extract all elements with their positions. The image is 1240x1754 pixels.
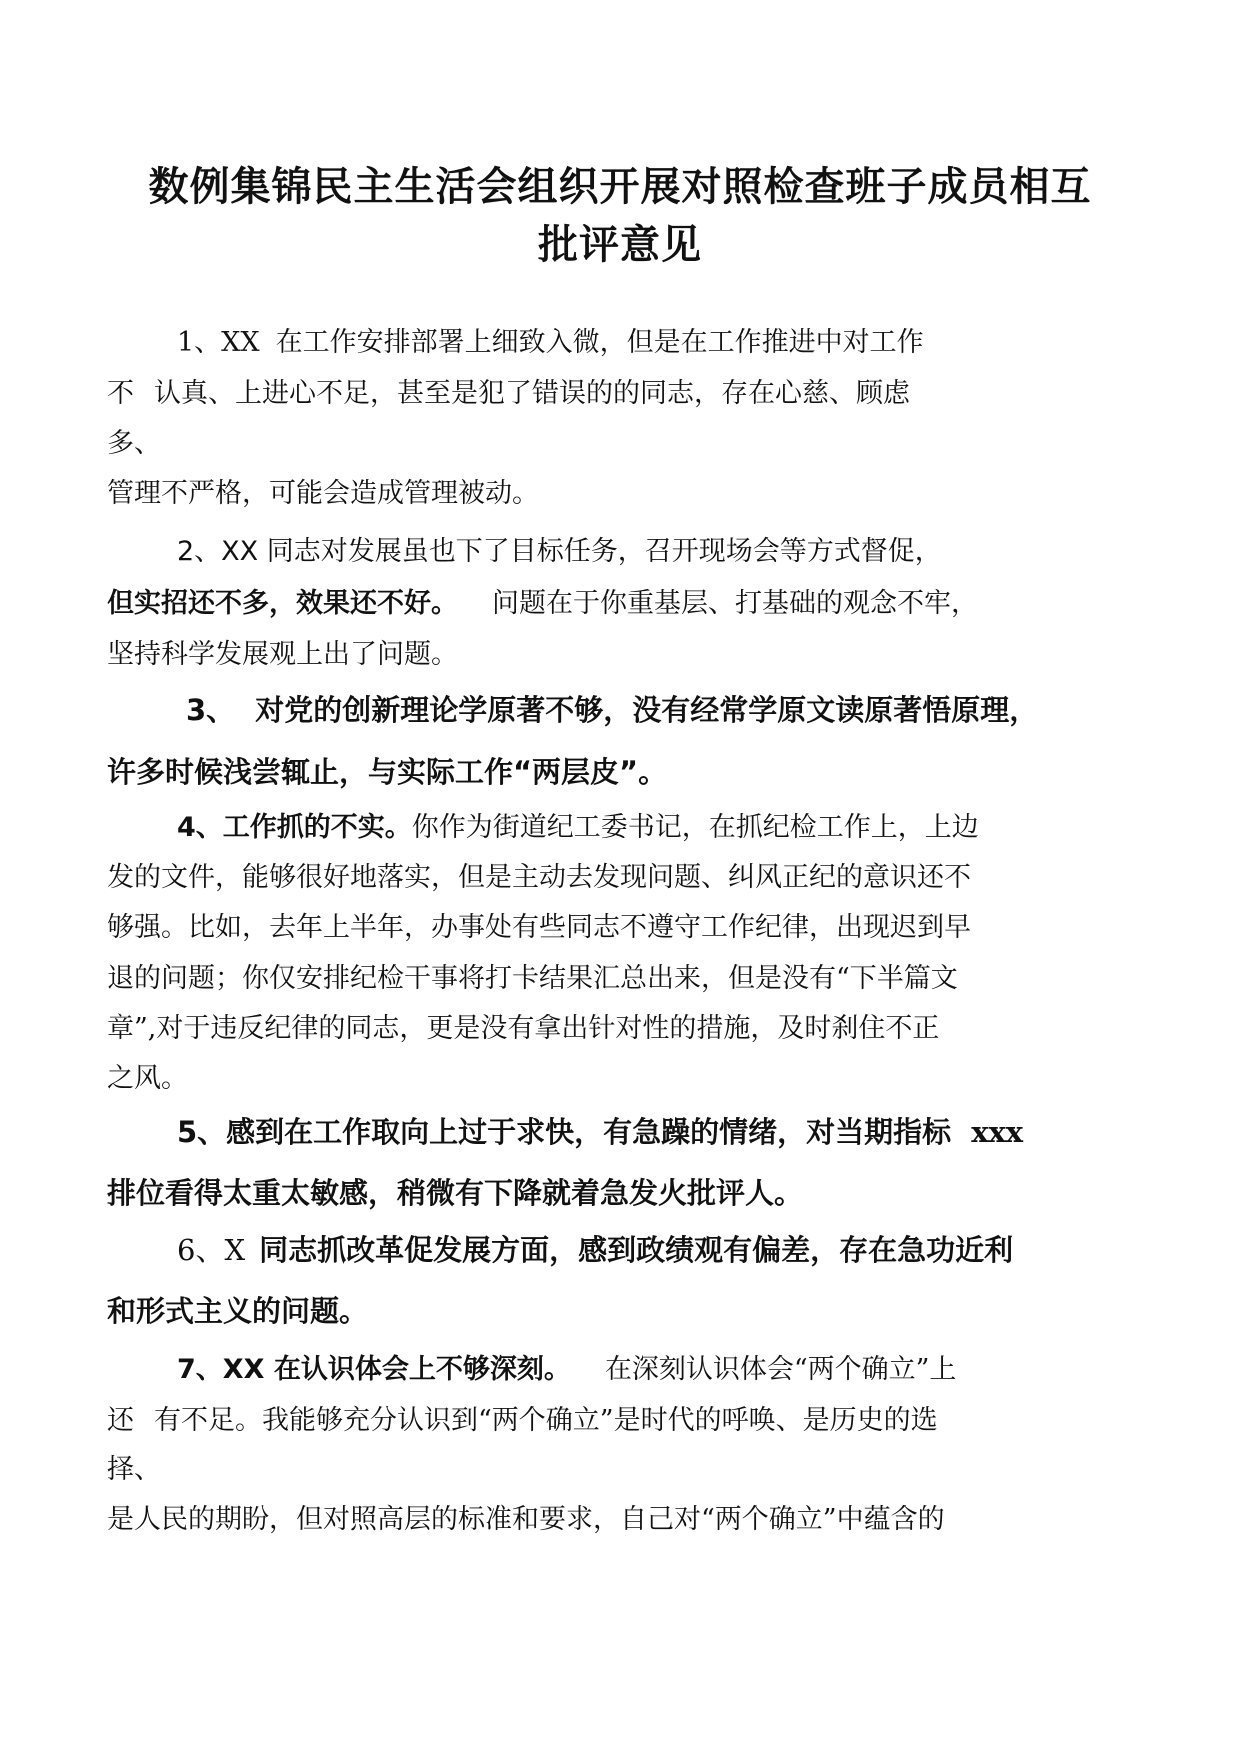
paragraph-3-line-1 [186,690,1038,730]
paragraph-4-line-4: 退的问题；你仅安排纪检干事将打卡结果汇总出来，但是没有“下半篇文 [107,963,958,994]
paragraph-4-text: 你作为街道纪工委书记，在抓纪检工作上，上边 [411,812,979,843]
paragraph-1-text: 认真、上进心不足，甚至是犯了错误的的同志，存在心慈、顾虑 [154,378,910,409]
title-line-1: 数例集锦民主生活会组织开展对照检查班子成员相互 [148,164,1092,210]
paragraph-1-number: 1、XX [177,327,260,358]
document-title [110,158,1130,274]
paragraph-5-tail: xxx [971,1115,1024,1149]
paragraph-7-line-2 [107,1403,938,1439]
paragraph-3-line-2: 许多时候浅尝辄止，与实际工作“两层皮”。 [107,755,668,789]
paragraph-1-text: 在工作安排部署上细致入微，但是在工作推进中对工作 [275,327,924,358]
paragraph-1-line-2 [107,376,910,412]
paragraph-4-line-2: 发的文件，能够很好地落实，但是主动去发现问题、纠风正纪的意识还不 [107,862,971,893]
paragraph-6-line-1 [177,1230,1013,1270]
paragraph-4-line-5: 章”,对于违反纪律的同志，更是没有拿出针对性的措施，及时刹住不正 [107,1013,940,1044]
paragraph-4-line-6: 之风。 [107,1063,188,1094]
paragraph-1-line-4: 管理不严格，可能会造成管理被动。 [107,478,539,509]
title-line-2: 批评意见 [538,222,702,268]
paragraph-2-bold-text: 但实招还不多，效果还不好。 [107,588,458,619]
paragraph-2-line-1: 2、XX 同志对发展虽也下了目标任务，召开现场会等方式督促， [177,536,942,567]
paragraph-2-text: 问题在于你重基层、打基础的观念不牢， [492,588,978,619]
paragraph-2-line-2 [107,586,978,622]
paragraph-4-lead: 4、工作抓的不实。 [177,812,412,843]
paragraph-1-line-3: 多、 [107,428,161,459]
paragraph-7-line-4: 是人民的期盼，但对照高层的标准和要求，自己对“两个确立”中蕴含的 [107,1504,945,1535]
paragraph-7-line-1 [177,1352,956,1388]
paragraph-2-line-3: 坚持科学发展观上出了问题。 [107,639,458,670]
paragraph-6-text: 同志抓改革促发展方面，感到政绩观有偏差，存在急功近利 [259,1233,1014,1267]
paragraph-3-text: 对党的创新理论学原著不够，没有经常学原文读原著悟原理， [255,693,1039,727]
paragraph-7-text: 在深刻认识体会“两个确立”上 [604,1354,957,1385]
paragraph-7-line-3: 择、 [107,1454,161,1485]
paragraph-4-line-3: 够强。比如，去年上半年，办事处有些同志不遵守工作纪律，出现迟到早 [107,912,971,943]
paragraph-4-line-1 [177,810,979,846]
paragraph-7-text: 有不足。我能够充分认识到“两个确立”是时代的呼唤、是历史的选 [154,1405,938,1436]
paragraph-1-line-1 [177,325,924,361]
paragraph-1-text: 不 [107,378,134,409]
paragraph-6-line-2: 和形式主义的问题。 [107,1294,369,1328]
paragraph-7-lead: 7、XX 在认识体会上不够深刻。 [177,1354,571,1385]
paragraph-5-text: 5、感到在工作取向上过于求快，有急躁的情绪，对当期指标 [177,1115,952,1149]
paragraph-5-line-2: 排位看得太重太敏感，稍微有下降就着急发火批评人。 [107,1176,804,1210]
paragraph-7-text: 还 [107,1405,134,1436]
paragraph-6-number: 6、X [177,1233,246,1267]
paragraph-5-line-1 [177,1112,1023,1152]
paragraph-3-number: 3、 [186,693,236,727]
